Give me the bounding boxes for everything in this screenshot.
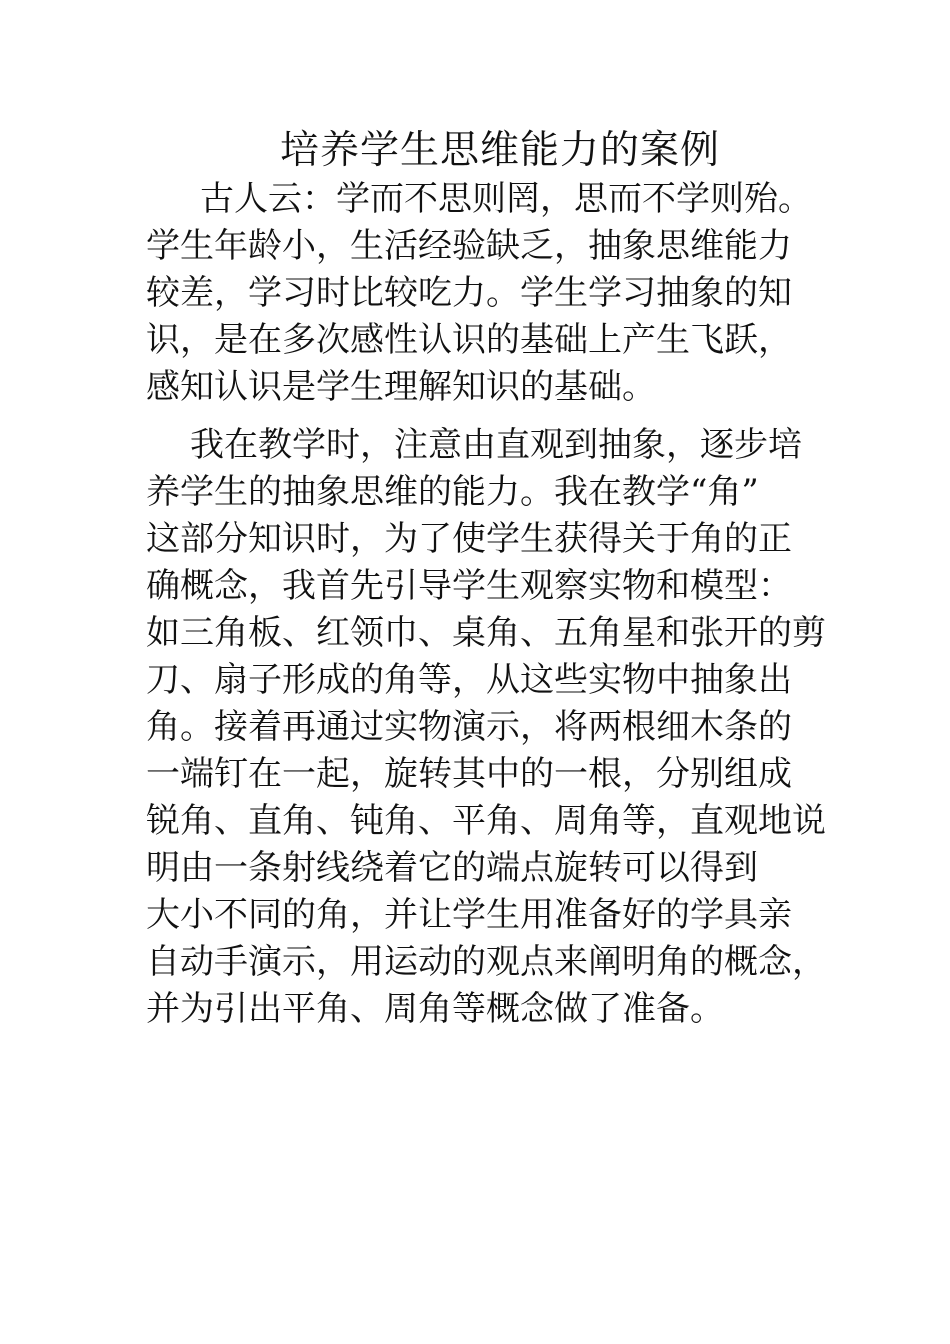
paragraph-line: 角。接着再通过实物演示，将两根细木条的 <box>146 707 792 747</box>
paragraph-line: 这部分知识时，为了使学生获得关于角的正 <box>146 519 792 559</box>
paragraph-line: 感知认识是学生理解知识的基础。 <box>146 367 656 407</box>
paragraph-line: 大小不同的角，并让学生用准备好的学具亲 <box>146 895 792 935</box>
paragraph-2 <box>146 422 826 1033</box>
document-body <box>146 126 826 1033</box>
paragraph-line: 一端钉在一起，旋转其中的一根，分别组成 <box>146 754 792 794</box>
paragraph-line: 确概念，我首先引导学生观察实物和模型： <box>146 566 792 606</box>
paragraph-line: 我在教学时，注意由直观到抽象，逐步培 <box>190 425 802 465</box>
paragraph-line: 识，是在多次感性认识的基础上产生飞跃， <box>146 320 792 360</box>
paragraph-line: 锐角、直角、钝角、平角、周角等，直观地说 <box>146 801 826 841</box>
paragraph-line: 并为引出平角、周角等概念做了准备。 <box>146 989 724 1029</box>
paragraph-line: 刀、扇子形成的角等，从这些实物中抽象出 <box>146 660 792 700</box>
paragraph-1 <box>146 176 811 411</box>
paragraph-line: 较差，学习时比较吃力。学生学习抽象的知 <box>146 273 792 313</box>
paragraph-line: 养学生的抽象思维的能力。我在教学“角” <box>146 472 759 512</box>
paragraph-line: 如三角板、红领巾、桌角、五角星和张开的剪 <box>146 613 826 653</box>
document-title: 培养学生思维能力的案例 <box>280 128 721 173</box>
paragraph-line: 学生年龄小，生活经验缺乏，抽象思维能力 <box>146 226 792 266</box>
paragraph-line: 明由一条射线绕着它的端点旋转可以得到 <box>146 848 758 888</box>
paragraph-line: 古人云：学而不思则罔，思而不学则殆。 <box>200 179 812 219</box>
paragraph-line: 自动手演示，用运动的观点来阐明角的概念， <box>146 942 826 982</box>
